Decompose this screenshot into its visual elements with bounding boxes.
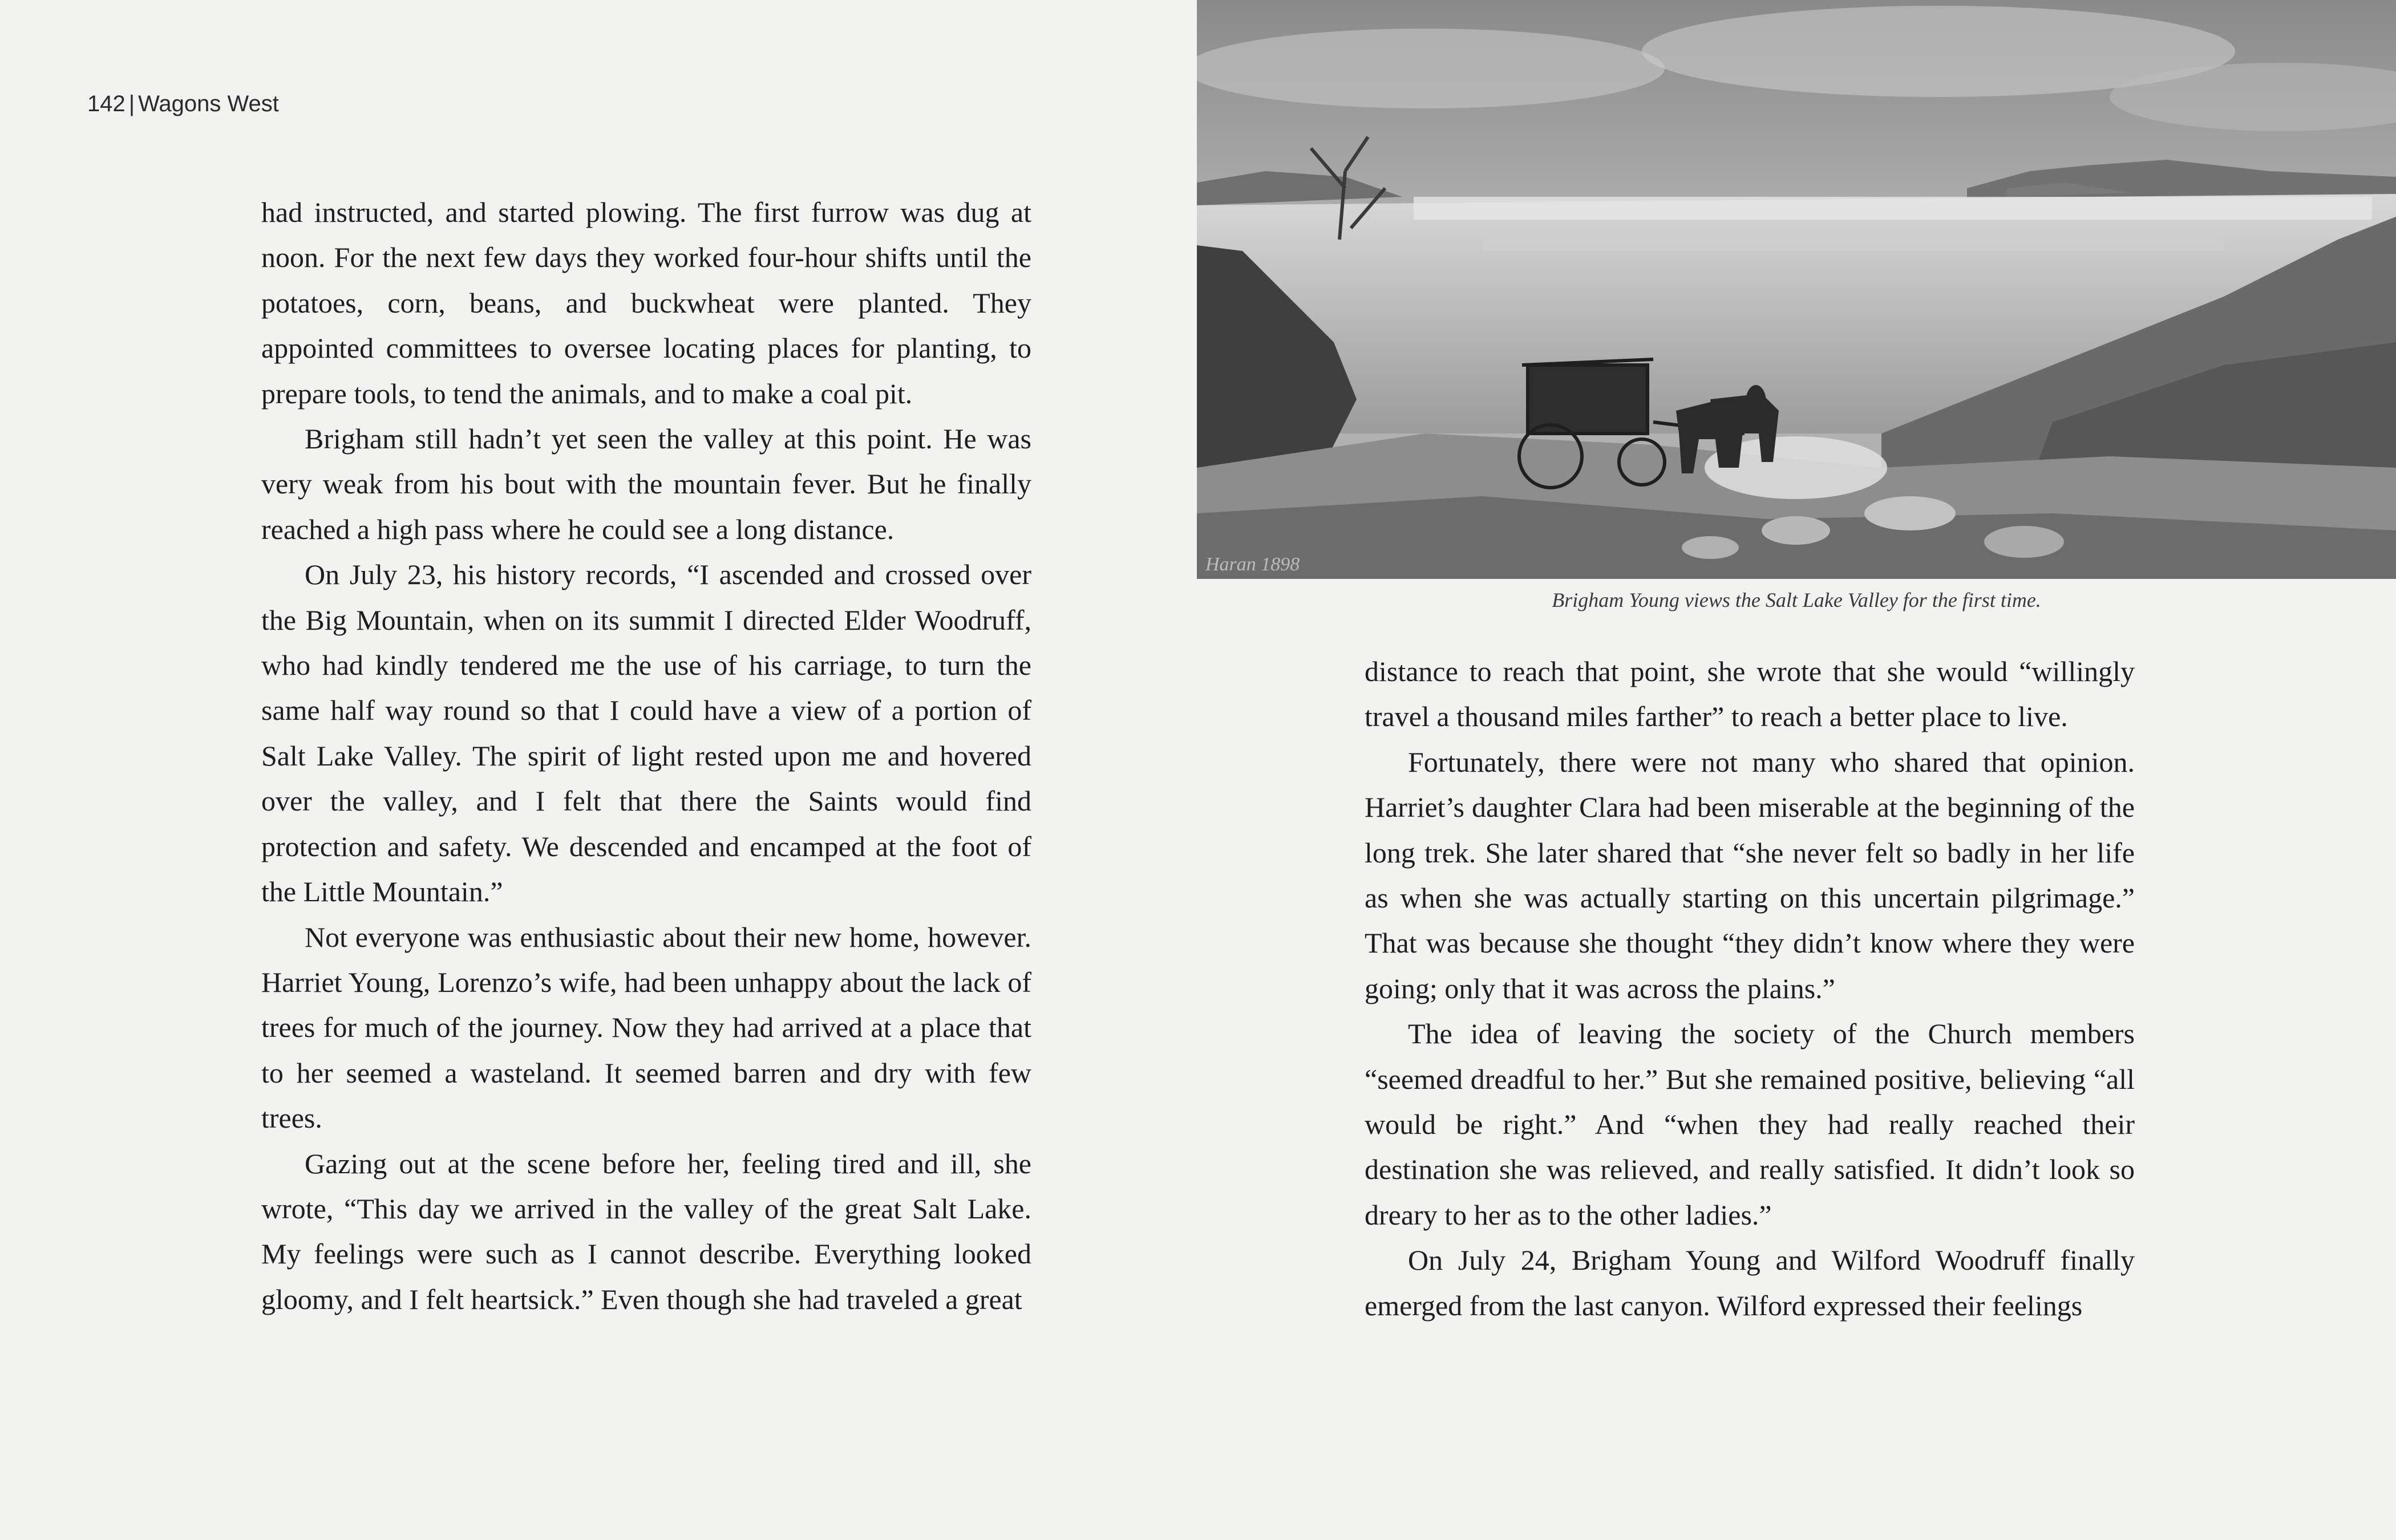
header-separator: |	[128, 91, 135, 116]
running-title: Wagons West	[138, 91, 279, 116]
right-text-column	[1365, 649, 2135, 1328]
paragraph: Fortunately, there were not many who shared that opinion. Harriet’s daughter Clara had been miserable at the beginning of the long trek. She later shared that “she never felt so badly in her life as when she was actually starting on this uncertain pilgrimage.” That was because she thought “they didn’t know where they were going; only that it was across the plains.”	[1365, 745, 2135, 1004]
paragraph: had instructed, and started plowing. The first furrow was dug at noon. For the next few days they worked four-hour shifts until the potatoes, corn, beans, and buckwheat were planted. They appointed committees to oversee locating places for planting, to prepare tools, to tend the animals, and to make a coal pit.	[261, 196, 1031, 410]
paragraph: distance to reach that point, she wrote that she would “willingly travel a thousand miles farther” to reach a better place to live.	[1365, 655, 2135, 733]
paragraph: On July 24, Brigham Young and Wilford Woodruff finally emerged from the last canyon. Wilford expressed their feelings	[1365, 1244, 2135, 1322]
valley-painting-illustration	[1197, 0, 2396, 579]
paragraph: On July 23, his history records, “I ascended and crossed over the Big Mountain, when on its summit I directed Elder Woodruff, who had kindly tendered me the use of his carriage, to turn the same half way round so that I could have a view of a portion of Salt Lake Valley. The spirit of light rested upon me and hovered over the valley, and I felt that there the Saints would find protection and safety. We descended and encamped at the foot of the Little Mountain.”	[261, 558, 1031, 908]
running-header	[87, 91, 279, 117]
page-number: 142	[87, 91, 126, 116]
svg-text:Haran 1898: Haran 1898	[1205, 554, 1300, 575]
paragraph: Brigham still hadn’t yet seen the valley at this point. He was very weak from his bout with the mountain fever. But he finally reached a high pass where he could see a long distance.	[261, 423, 1031, 545]
figure-caption: Brigham Young views the Salt Lake Valley for the first time.	[1552, 589, 2041, 611]
paragraph: Gazing out at the scene before her, feeling tired and ill, she wrote, “This day we arrived in the valley of the great Salt Lake. My feelings were such as I cannot describe. Everything looked gloomy, and I felt heartsick.” Even though she had traveled a great	[261, 1147, 1031, 1315]
left-text-column	[261, 190, 1031, 1322]
paragraph: The idea of leaving the society of the Church members “seemed dreadful to her.” But she remained positive, believing “all would be right.” And “when they had really reached their destination she was relieved, and really satisfied. It didn’t look so dreary to her as to the other ladies.”	[1365, 1018, 2135, 1231]
paragraph: Not everyone was enthusiastic about their new home, however. Harriet Young, Lorenzo’s wife, had been unhappy about the lack of trees for much of the journey. Now they had arrived at a place that to her seemed a wasteland. It seemed barren and dry with few trees.	[261, 921, 1031, 1134]
